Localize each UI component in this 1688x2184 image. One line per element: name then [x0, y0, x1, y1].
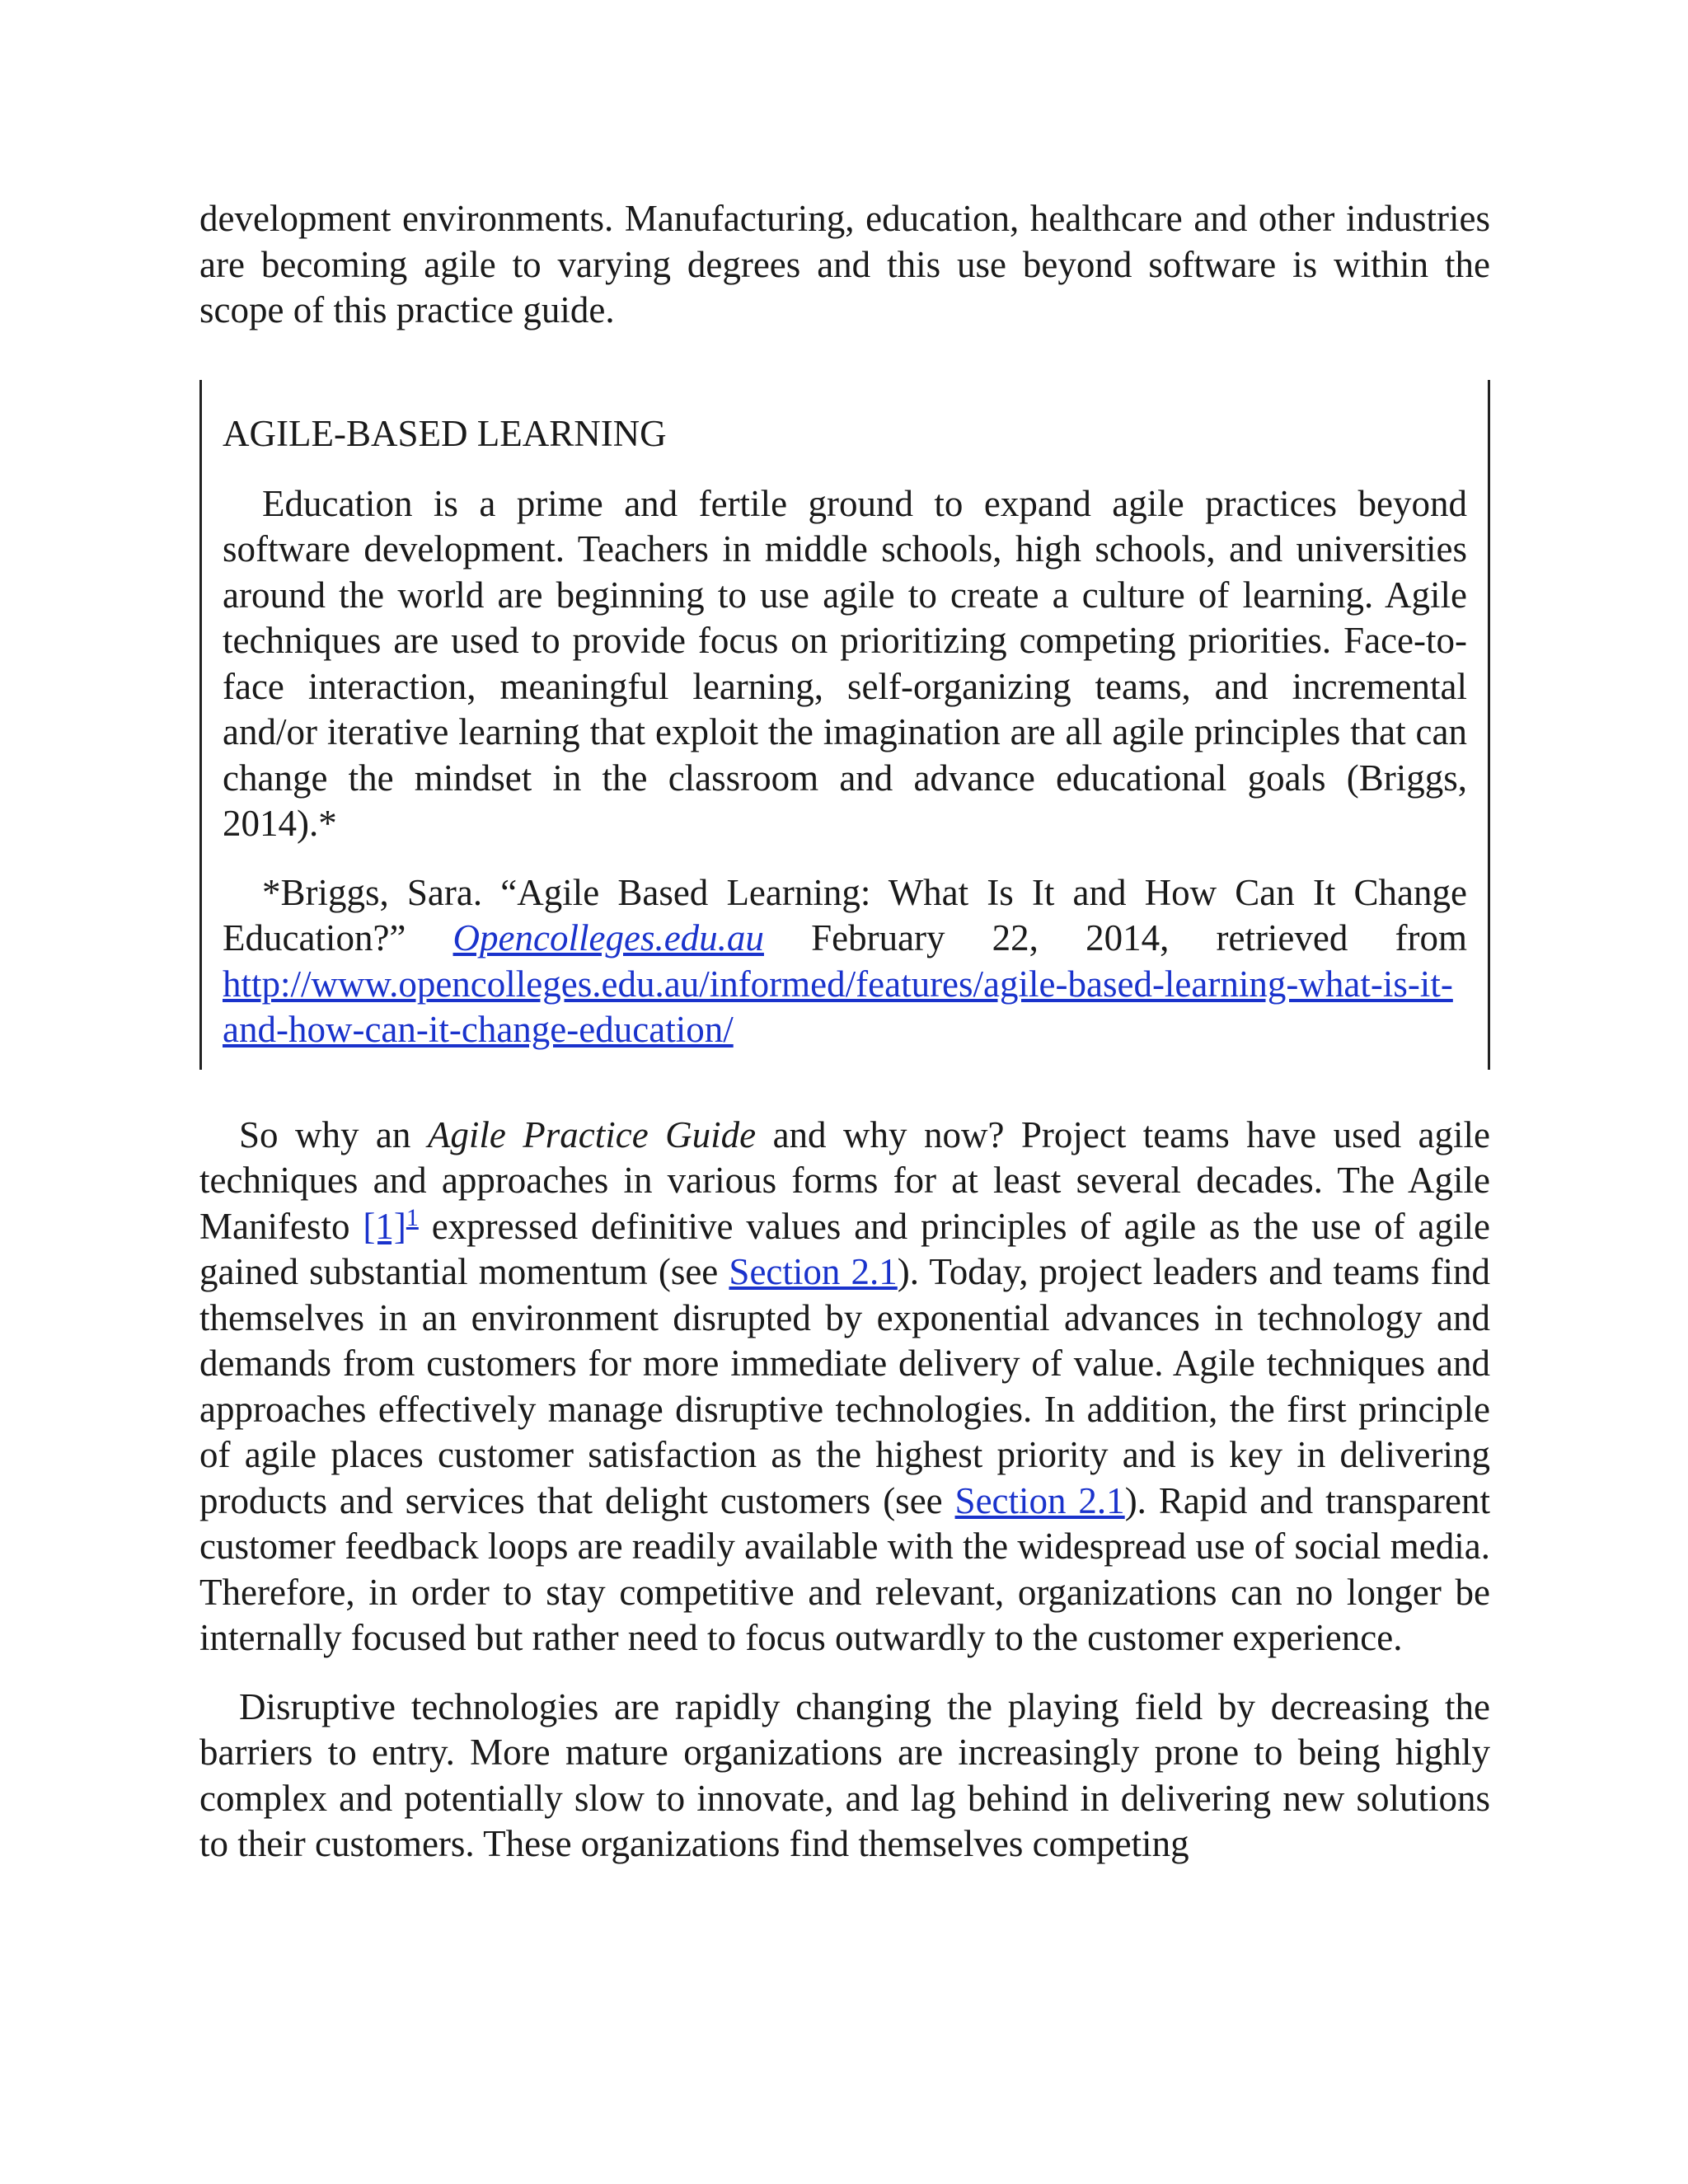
citation-prefix: *Briggs, Sara. “Agile Based Learning: What Is It and How Can It Change Education?” — [223, 871, 1467, 958]
citation-url-link[interactable]: http://www.opencolleges.edu.au/informed/features/agile-based-learning-what-is-it-and-how-can-it-change-education/ — [223, 963, 1453, 1050]
sidebar-title: AGILE-BASED LEARNING — [223, 412, 667, 454]
para1-text-1: So why an — [239, 1113, 428, 1155]
para1-text-3: expressed definitive values and principles of agile as the use of agile gained substantial momentum (see — [199, 1205, 1490, 1292]
citation-source-link[interactable]: Opencolleges.edu.au — [452, 917, 764, 958]
reference-link-1[interactable]: [1] — [363, 1205, 406, 1247]
guide-title-italic: Agile Practice Guide — [427, 1113, 757, 1155]
footnote-link-1[interactable]: 1 — [406, 1203, 419, 1231]
sidebar-citation — [223, 870, 1467, 1053]
section-2-1-link[interactable]: Section 2.1 — [729, 1251, 898, 1292]
para1-text-5: ). Rapid and transparent customer feedback loops are readily available with the widespread use of social media. Therefore, in order to stay competitive and relevant, organizations can no longer be internally focused but rather need to focus outwardly to the customer experience. — [199, 1479, 1490, 1658]
body-paragraph-agile-guide — [199, 1113, 1490, 1661]
sidebar-body: Education is a prime and fertile ground to expand agile practices beyond software development. Teachers in middle schools, high schools, and universities around the world are beginning to use agile to create a culture of learning. Agile techniques are used to provide focus on prioritizing competing priorities. Face-to-face interaction, meaningful learning, self-organizing teams, and incremental and/or iterative learning that exploit the imagination are all agile principles that can change the mindset in the classroom and advance educational goals (Briggs, 2014).* — [223, 482, 1467, 844]
section-2-1-link-second[interactable]: Section 2.1 — [954, 1479, 1125, 1521]
citation-middle: February 22, 2014, retrieved from — [763, 917, 1468, 958]
body-paragraph-disruptive: Disruptive technologies are rapidly changing the playing field by decreasing the barriers to entry. More mature organizations are increasingly prone to being highly complex and potentially slow to innovate, and lag behind in delivering new solutions to their customers. These organizations find themselves competing — [199, 1685, 1490, 1864]
intro-paragraph: development environments. Manufacturing, education, healthcare and other industries are becoming agile to varying degrees and this use beyond software is within the scope of this practice guide. — [199, 198, 1490, 330]
para1-text-4: ). Today, project leaders and teams find themselves in an environment disrupted by exponential advances in technology and demands from customers for more immediate delivery of value. Agile techniques and approaches effectively manage disruptive technologies. In addition, the first principle of agile places customer satisfaction as the highest priority and is key in delivering products and services that delight customers (see — [199, 1251, 1490, 1521]
para1-text-2: and why now? Project teams have used agile techniques and approaches in various forms for at least several decades. The Agile Manifesto — [199, 1113, 1490, 1247]
sidebar-box — [199, 380, 1490, 1070]
document-page — [199, 196, 1490, 1868]
